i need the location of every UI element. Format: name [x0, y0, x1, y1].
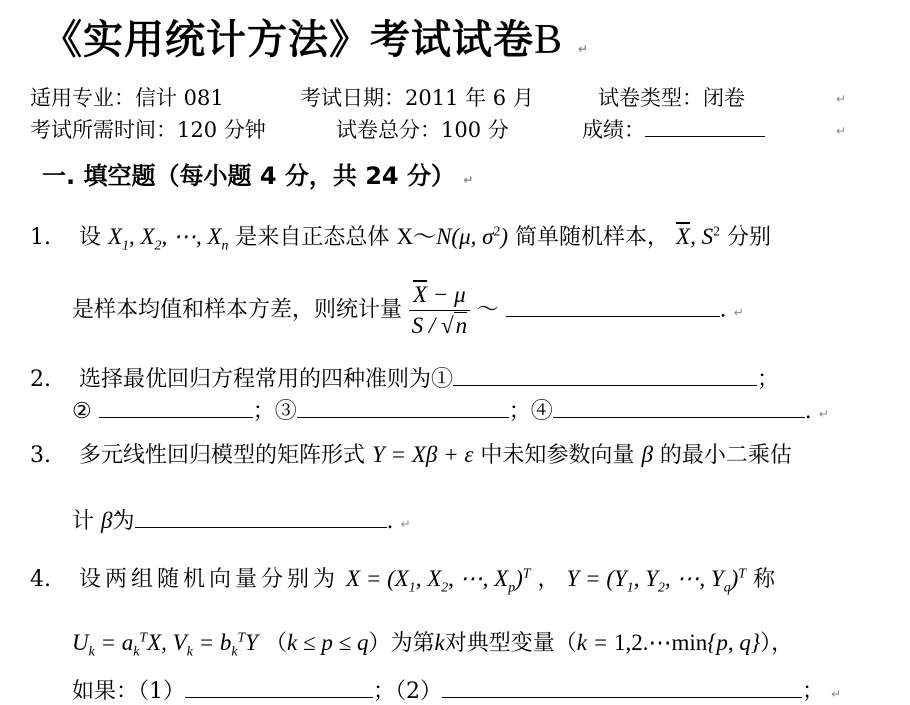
- question-number: 4.: [30, 567, 51, 592]
- math-beta-hat: β̂: [101, 508, 113, 533]
- math-regression-model: Y = Xβ + ε: [372, 442, 474, 467]
- paragraph-mark-icon: ↵: [577, 42, 590, 56]
- question-number: 2.: [30, 367, 51, 392]
- exam-title-letter: B: [534, 17, 564, 63]
- question-3-line-2: 计 β̂为 . ↵: [72, 504, 411, 535]
- question-number: 1.: [30, 225, 51, 250]
- answer-blank[interactable]: [553, 395, 805, 418]
- answer-blank[interactable]: [297, 395, 509, 418]
- question-number: 3.: [30, 443, 51, 468]
- math-vector-x: $X = (X_1$, $X_2$, ⋯, $X_p)^T$: [346, 565, 531, 595]
- math-mean-variance: $\overline{X}$, $S^2$: [676, 223, 721, 249]
- answer-blank[interactable]: [506, 294, 720, 317]
- question-1-line-1: 1. 设 $X_1$, $X_2$, ⋯, $X_n$ 是来自正态总体 X～N(μ, $\sigma^2$) 简单随机样本， $\overline{X}$, $S^2$ 分别: [30, 223, 772, 253]
- paragraph-mark-icon: ↵: [836, 124, 847, 138]
- paragraph-mark-icon: ↵: [831, 687, 842, 701]
- math-normal-population: X～N(μ, $\sigma^2$): [396, 223, 509, 249]
- question-2-line-1: 2. 选择最优回归方程常用的四种准则为① ；: [30, 362, 779, 393]
- paragraph-mark-icon: ↵: [836, 92, 847, 106]
- answer-blank[interactable]: [453, 363, 757, 386]
- answer-blank[interactable]: [442, 675, 802, 698]
- math-sample: $X_1$, $X_2$, ⋯, $X_n$: [108, 224, 229, 253]
- question-4-line-3: 如果：（1） ；（2） ； ↵: [72, 674, 841, 705]
- answer-blank[interactable]: [135, 505, 387, 528]
- math-k-range: k ≤ p ≤ q: [286, 630, 369, 655]
- meta-duration: 考试所需时间：120 分钟: [30, 118, 266, 142]
- meta-score: [582, 114, 765, 144]
- math-vector-y: $Y = (Y_1$, $Y_2$, ⋯, $Y_q)^T$: [566, 565, 746, 595]
- math-t-statistic: $\frac{\overline{X} - \mu}{S / √n}$: [409, 282, 470, 339]
- meta-score-label: 成绩：: [582, 118, 645, 142]
- question-2-line-2: ② ；③ ；④ . ↵: [72, 394, 829, 425]
- math-canonical-variables: $U_k = a_k^TX$, $V_k = b_k^TY$: [72, 629, 258, 659]
- math-beta: β: [641, 442, 653, 467]
- section-title: [42, 156, 473, 191]
- exam-title-text: 《实用统计方法》考试试卷: [42, 16, 534, 63]
- meta-major: 适用专业：信计 081: [30, 86, 224, 110]
- score-blank[interactable]: [645, 114, 765, 137]
- answer-blank[interactable]: [99, 395, 253, 418]
- question-1-line-2: 是样本均值和样本方差，则统计量 $\frac{\overline{X} - \mu}{S / √n}$ ～ . ↵: [72, 282, 744, 338]
- math-k-values: k = 1,2.⋯min{p, q}: [576, 630, 761, 655]
- math-k: k: [434, 630, 445, 655]
- exam-title: [42, 8, 589, 65]
- question-3-line-1: 3. 多元线性回归模型的矩阵形式 Y = Xβ + ε 中未知参数向量 β 的最小二乘估: [30, 442, 792, 468]
- question-4-line-2: $U_k = a_k^TX$, $V_k = b_k^TY$ （k ≤ p ≤ q）为第k对典型变量（k = 1,2.⋯min{p, q}），: [72, 629, 794, 659]
- paragraph-mark-icon: ↵: [400, 517, 411, 531]
- answer-blank[interactable]: [185, 675, 373, 698]
- question-4-line-1: 4. 设两组随机向量分别为 $X = (X_1$, $X_2$, ⋯, $X_p)^T$ ， $Y = (Y_1$, $Y_2$, ⋯, $Y_q)^T$ 称: [30, 565, 775, 595]
- paragraph-mark-icon: ↵: [733, 305, 744, 320]
- meta-date: 考试日期：2011 年 6 月: [300, 86, 534, 110]
- paragraph-mark-icon: ↵: [818, 407, 829, 421]
- meta-type: 试卷类型：闭卷: [598, 86, 745, 110]
- paragraph-mark-icon: ↵: [463, 173, 474, 187]
- section-title-text: 一. 填空题（每小题 4 分，共 24 分）: [42, 162, 455, 190]
- meta-total: 试卷总分：100 分: [336, 118, 509, 142]
